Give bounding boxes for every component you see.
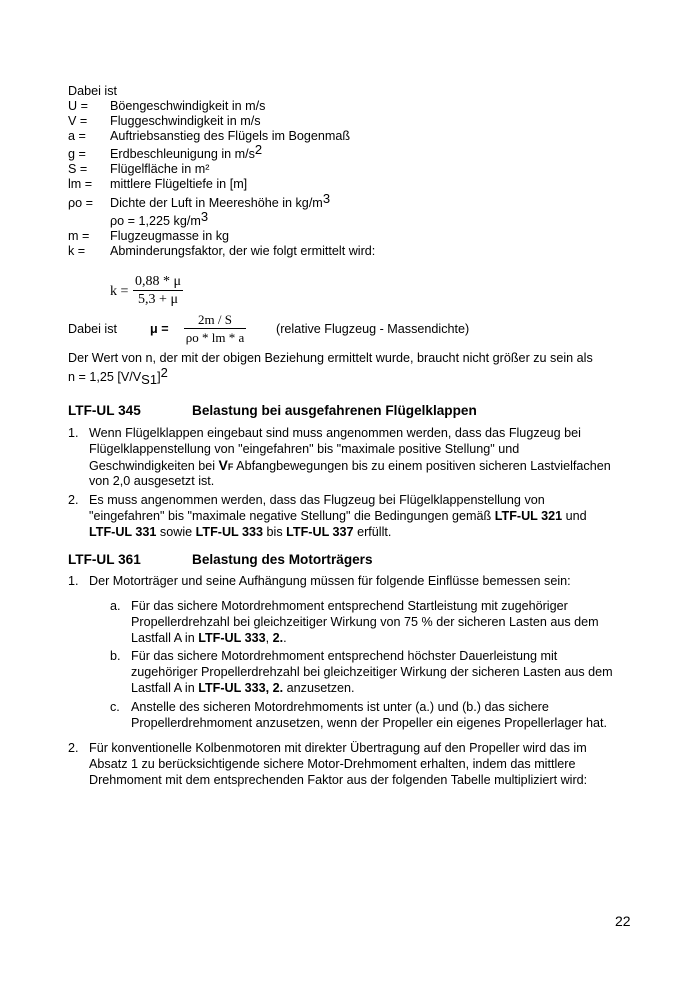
def-symbol: lm = (68, 177, 93, 191)
def-text: Flügelfläche in m² (110, 162, 210, 176)
item-number: 1. (68, 574, 79, 588)
page-number: 22 (615, 913, 631, 929)
subscript: S1 (141, 372, 158, 387)
def-symbol: V = (68, 114, 88, 128)
def-symbol: m = (68, 229, 90, 243)
def-text: Flugzeugmasse in kg (110, 229, 230, 243)
formula-mu-numerator: 2m / S (184, 312, 246, 329)
section-title: Belastung des Motorträgers (192, 552, 373, 567)
def-symbol: g = (68, 147, 86, 161)
section-title: Belastung bei ausgefahrenen Flügelklappen (192, 403, 477, 418)
def-text: Abminderungsfaktor, der wie folgt ermittelt wird: (110, 244, 376, 258)
def-symbol: U = (68, 99, 88, 113)
formula-mu-fraction (184, 312, 246, 345)
item-text: Wenn Flügelklappen eingebaut sind muss angenommen werden, dass das Flugzeug bei Flügelklappenstellung von "eingefahren" bis "maximale positive Stellung" und Geschwindigkeiten bei VF Abfangbewegungen bis zu einem positiven sicheren Lastvielfachen von 2,0 ausgesetzt ist. (89, 426, 611, 488)
item-text: Für das sichere Motordrehmoment entsprechend Startleistung mit zugehöriger Propellerdrehzahl bei gleichzeitiger Wirkung von 75 % der sicheren Lasten aus dem Lastfall A in LTF-UL 333, 2.. (131, 599, 599, 645)
def-text-with-sup: Dichte der Luft in Meereshöhe in $kg/m^3$ (110, 191, 331, 210)
item-letter: b. (110, 649, 121, 663)
def-text-with-sup: ρo = 1,225 $kg/m^3$ (110, 209, 209, 228)
formula-k-numerator: 0,88 * μ (135, 274, 182, 289)
def-text: Böengeschwindigkeit in m/s (110, 99, 266, 113)
formula-k-denominator: 5,3 + μ (138, 292, 178, 307)
exponent: 2 (254, 142, 263, 157)
def-text: mittlere Flügeltiefe in [m] (110, 177, 248, 191)
exponent: 2 (160, 365, 168, 380)
def-text: Auftriebsanstieg des Flügels im Bogenmaß (110, 129, 351, 143)
exponent: 3 (200, 209, 209, 224)
def-symbol: ρo = (68, 196, 94, 210)
item-number: 2. (68, 741, 79, 755)
item-number: 1. (68, 426, 79, 440)
formula-mu-prefix: Dabei ist (68, 322, 117, 336)
item-text: Für das sichere Motordrehmoment entsprechend höchster Dauerleistung mit zugehöriger Propellerdrehzahl bei gleichzeitiger Wirkung der sicheren Lasten aus dem Lastfall A in LTF-UL 333, 2. anzusetzen. (131, 649, 613, 695)
def-symbol: a = (68, 129, 86, 143)
section-code: LTF-UL 361 (68, 552, 141, 567)
n-note-formula: n = 1,25 $[V/V_{S1}]^2$ (68, 365, 168, 387)
formula-mu-lhs: μ = (150, 322, 169, 336)
formula-mu-note: (relative Flugzeug - Massendichte) (276, 322, 470, 336)
intro-text: Dabei ist (68, 84, 117, 98)
item-text: Für konventionelle Kolbenmotoren mit direkter Übertragung auf den Propeller wird das im Absatz 1 zu berücksichtigende sichere Motor-Drehmoment erhalten, indem das mittlere Drehmoment mit dem entsprechenden Faktor aus der folgenden Tabelle multipliziert wird: (89, 741, 588, 787)
item-letter: c. (110, 700, 120, 714)
def-symbol: S = (68, 162, 88, 176)
exponent: 3 (322, 191, 331, 206)
formula-k-fraction (133, 274, 183, 307)
item-text: Es muss angenommen werden, dass das Flugzeug bei Flügelklappenstellung von "eingefahren" bis "maximale negative Stellung" die Bedingungen gemäß LTF-UL 321 und LTF-UL 331 sowie LTF-UL 333 bis LTF-UL 337 erfüllt. (89, 493, 587, 539)
item-text: Der Motorträger und seine Aufhängung müssen für folgende Einflüsse bemessen sein: (89, 574, 571, 588)
formula-mu-denominator: ρo * lm * a (185, 330, 245, 345)
item-number: 2. (68, 493, 79, 507)
formula-k-lhs: k = (110, 284, 129, 299)
section-code: LTF-UL 345 (68, 403, 141, 418)
item-text: Anstelle des sicheren Motordrehmoments ist unter (a.) und (b.) das sichere Propellerdrehmoment anzusetzen, wenn der Propeller ein eigenes Propellerlager hat. (131, 700, 608, 730)
def-text: Fluggeschwindigkeit in m/s (110, 114, 261, 128)
def-text-with-sup: Erdbeschleunigung in $m/s^2$ (110, 142, 263, 161)
item-letter: a. (110, 599, 121, 613)
def-symbol: k = (68, 244, 86, 258)
n-note-line1: Der Wert von n, der mit der obigen Beziehung ermittelt wurde, braucht nicht größer zu sein als (68, 351, 593, 365)
